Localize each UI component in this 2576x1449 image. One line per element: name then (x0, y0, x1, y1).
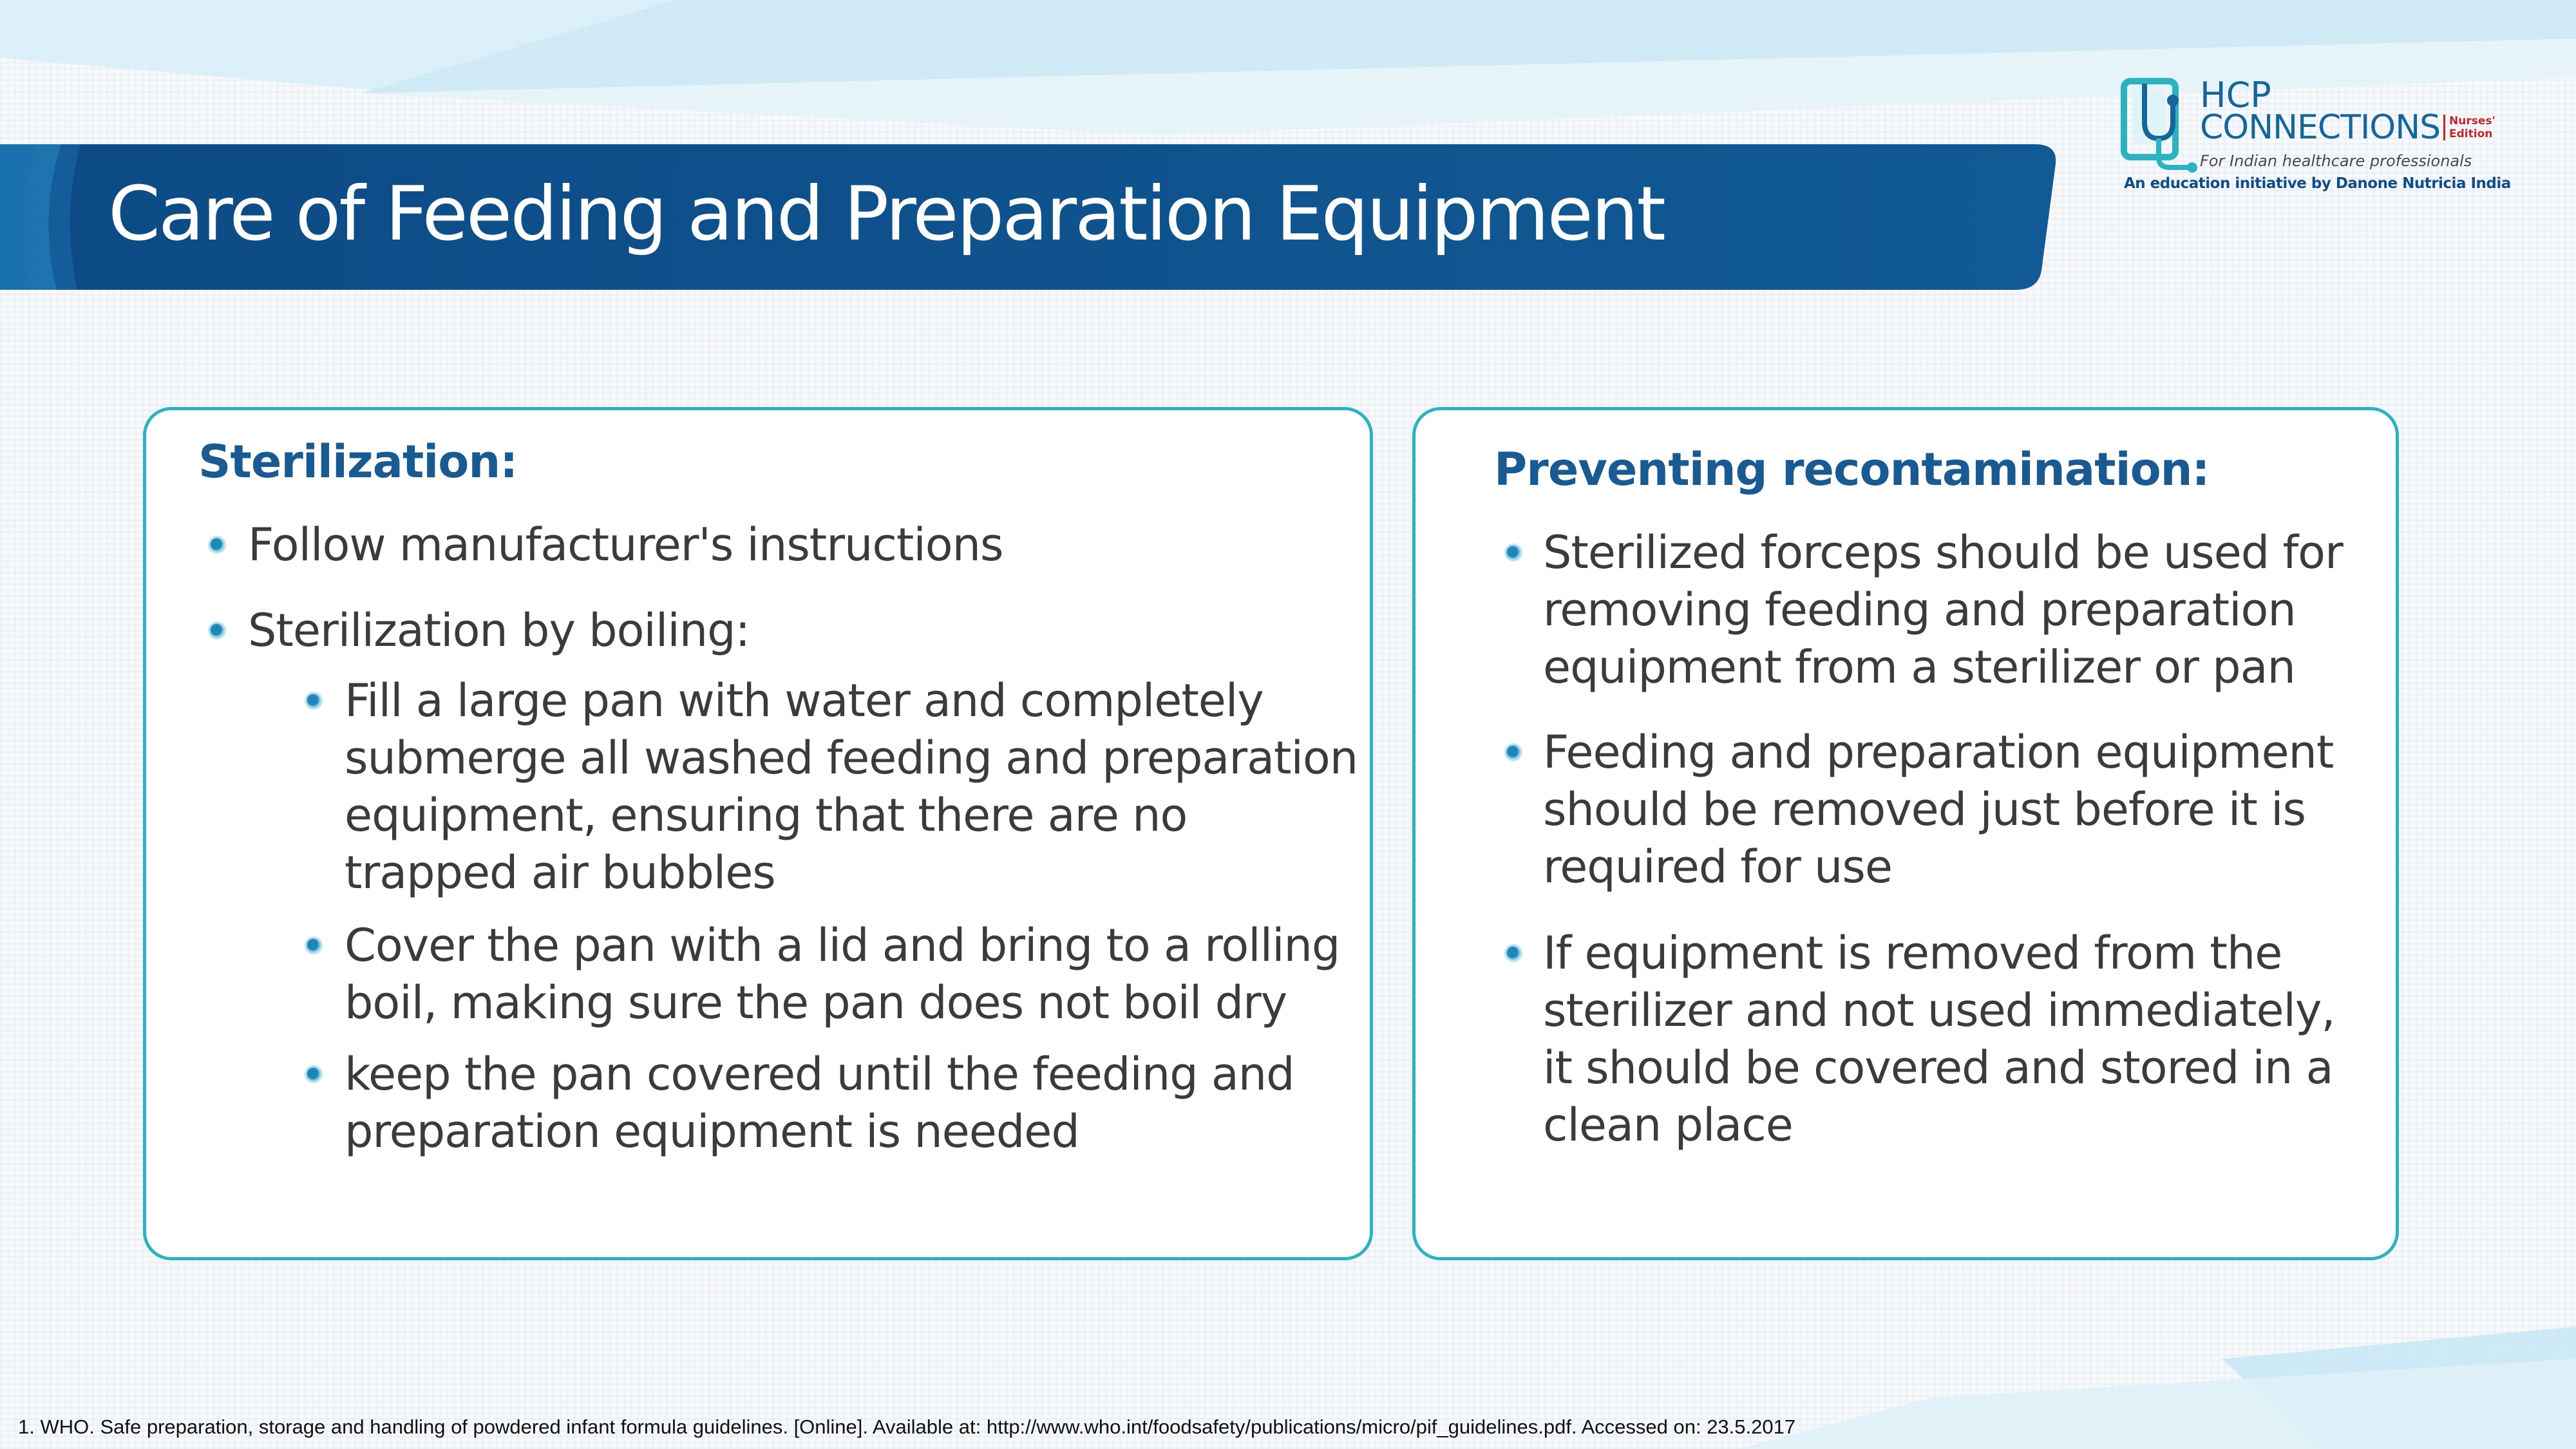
list-item-line: equipment from a sterilizer or pan (1543, 641, 2295, 694)
list-item-line: sterilizer and not used immediately, (1543, 984, 2335, 1037)
logo-tagline: For Indian healthcare professionals (2200, 152, 2472, 170)
list-item (248, 516, 1003, 574)
sub-bullet-icon (307, 694, 321, 708)
list-item (1543, 524, 2343, 696)
logo-connections-text: CONNECTIONS (2200, 108, 2441, 147)
list-item-line: required for use (1543, 840, 1892, 893)
list-item-line: keep the pan covered until the feeding and (345, 1048, 1294, 1101)
sub-list-item (345, 917, 1340, 1032)
sub-bullet-icon (307, 938, 321, 952)
list-item (248, 602, 750, 659)
list-item-line: Fill a large pan with water and completely (345, 674, 1264, 727)
logo-nurses-edition-badge (2443, 115, 2501, 140)
sub-list-item (345, 672, 1358, 902)
reference-footnote: 1. WHO. Safe preparation, storage and handling of powdered infant formula guidelines. [Online]. Available at: http://www.who.int/foodsafety/publications/micro/pif_guidelines.pdf. Accessed on: 23.5.2017 (18, 1416, 1796, 1438)
logo-badge-line1: Nurses' (2449, 115, 2496, 128)
stethoscope-tablet-icon (2119, 77, 2202, 174)
list-item-line: Follow manufacturer's instructions (248, 518, 1003, 571)
list-item-line: preparation equipment is needed (345, 1105, 1079, 1158)
list-item (1543, 925, 2335, 1154)
list-item-line: it should be covered and stored in a (1543, 1041, 2333, 1094)
list-item-line: submerge all washed feeding and preparation (345, 732, 1358, 784)
sub-list-item (345, 1046, 1294, 1160)
hcp-connections-logo (2119, 77, 2518, 200)
list-item-line: boil, making sure the pan does not boil dry (345, 976, 1287, 1029)
list-item-line: Sterilization by boiling: (248, 604, 750, 657)
list-item-line: Sterilized forceps should be used for (1543, 526, 2343, 579)
list-item-line: clean place (1543, 1099, 1793, 1151)
bullet-icon (210, 538, 224, 552)
list-item (1543, 724, 2333, 896)
bullet-icon (1506, 745, 1520, 759)
list-item-line: equipment, ensuring that there are no (345, 789, 1188, 842)
bullet-icon (210, 623, 224, 638)
logo-hcp-text: HCP (2200, 75, 2271, 115)
bullet-icon (1506, 946, 1520, 960)
list-item-line: Cover the pan with a lid and bring to a rolling (345, 919, 1340, 972)
list-item-line: Feeding and preparation equipment (1543, 726, 2334, 779)
list-item-line: should be removed just before it is (1543, 783, 2306, 836)
sterilization-heading: Sterilization: (198, 435, 518, 488)
slide-title: Care of Feeding and Preparation Equipment (108, 171, 1664, 258)
recontamination-heading: Preventing recontamination: (1494, 443, 2210, 496)
list-item-line: trapped air bubbles (345, 846, 775, 899)
list-item-line: removing feeding and preparation (1543, 583, 2296, 636)
logo-badge-line2: Edition (2449, 128, 2493, 140)
sub-bullet-icon (307, 1067, 321, 1081)
bullet-icon (1506, 545, 1520, 560)
logo-initiative: An education initiative by Danone Nutricia India (2124, 175, 2511, 192)
list-item-line: If equipment is removed from the (1543, 927, 2282, 980)
